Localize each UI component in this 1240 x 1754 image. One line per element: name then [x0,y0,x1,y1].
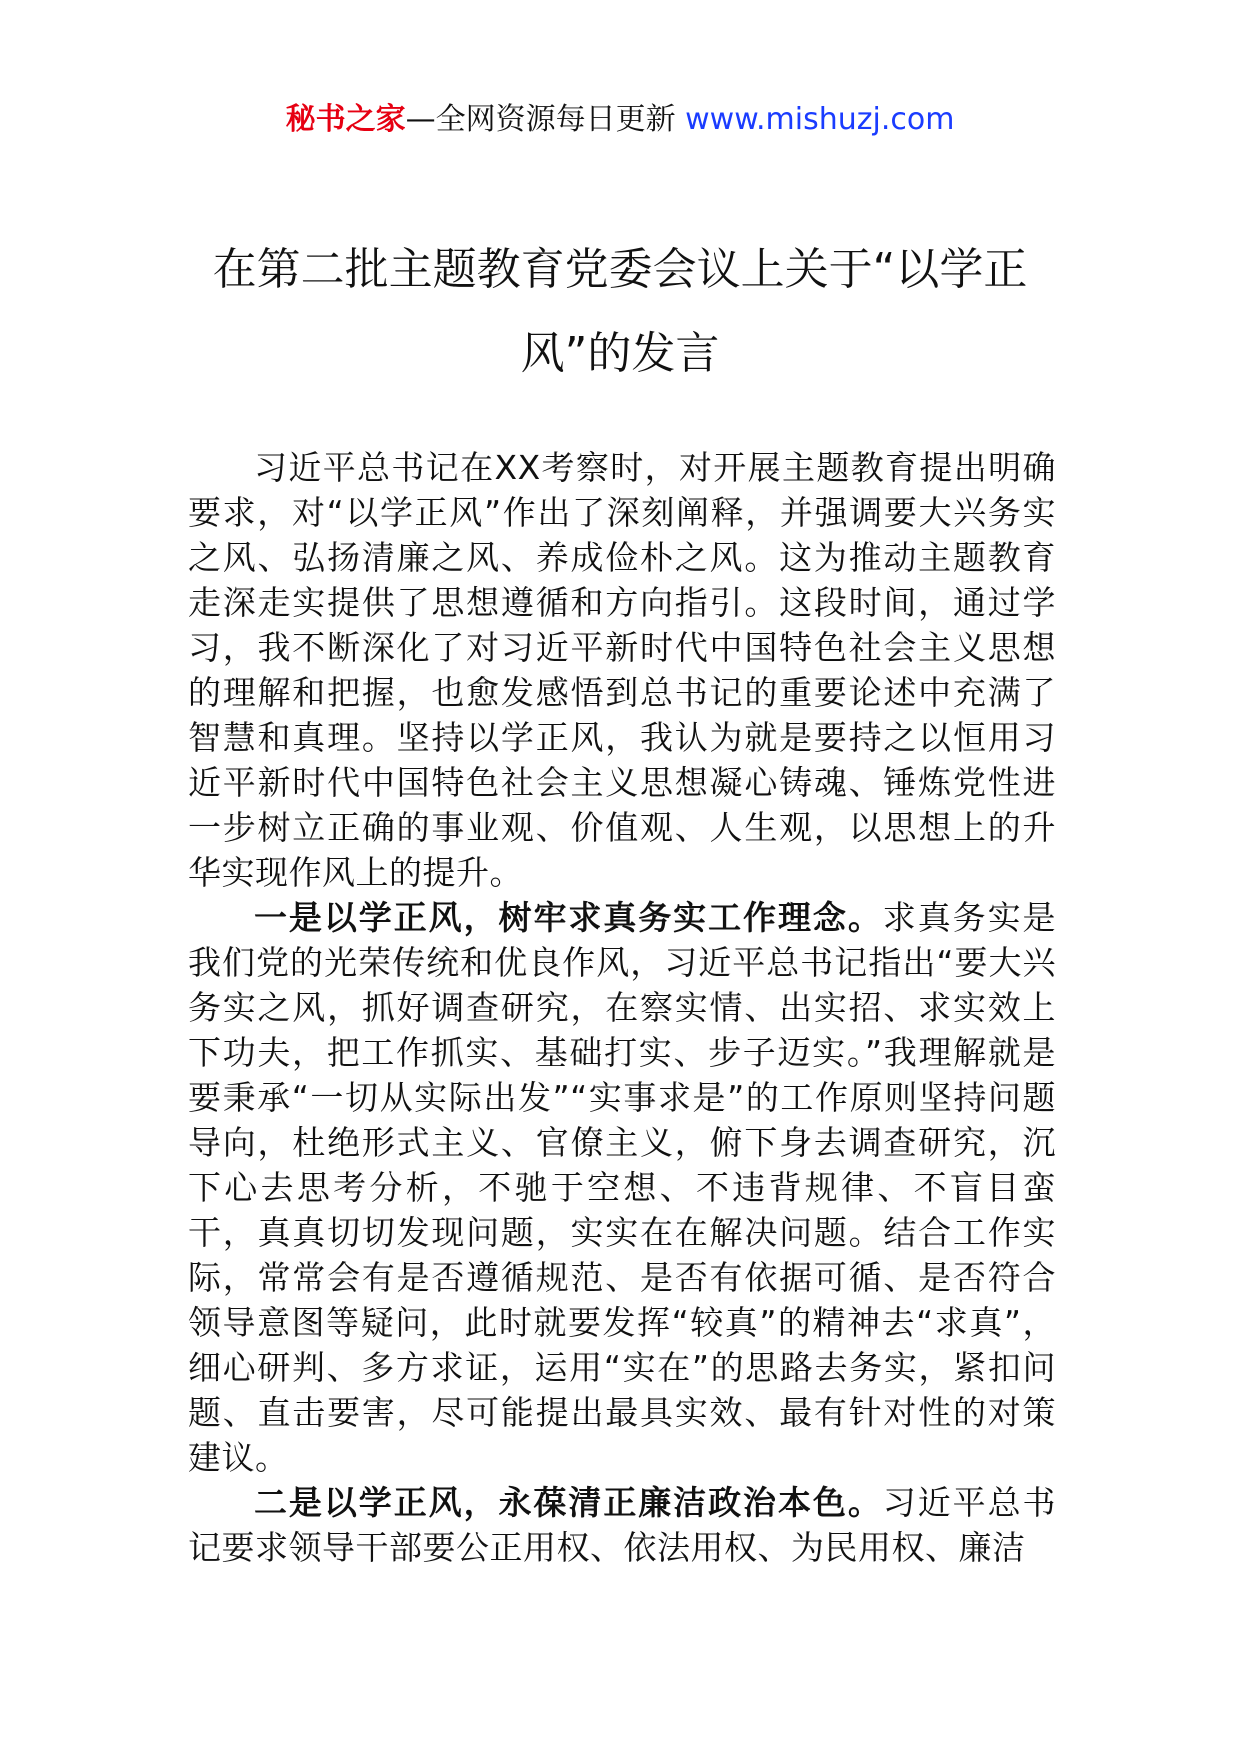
paragraph-lead: 二是以学正风，永葆清正廉洁政治本色。 [254,1483,883,1522]
document-title: 在第二批主题教育党委会议上关于“以学正风”的发言 [212,244,1028,379]
paragraph-text: 求真务实是我们党的光荣传统和优良作风，习近平总书记指出“要大兴务实之风，抓好调查研究，在察实情、出实招、求实效上下功夫，把工作抓实、基础打实、步子迈实。”我理解就是要秉承“一切从实际出发”“实事求是”的工作原则坚持问题导向，杜绝形式主义、官僚主义，俯下身去调查研究，沉下心去思考分析，不驰于空想、不违背规律、不盲目蛮干，真真切切发现问题，实实在在解决问题。结合工作实际，常常会有是否遵循规范、是否有依据可循、是否符合领导意图等疑问，此时就要发挥“较真”的精神去“求真”，细心研判、多方求证，运用“实在”的思路去务实，紧扣问题、直击要害，尽可能提出最具实效、最有针对性的对策建议。 [188,898,1057,1477]
site-url-link[interactable]: www.mishuzj.com [685,102,955,137]
header-banner [0,100,1240,140]
paragraph-text: 习近平总书记在XX考察时，对开展主题教育提出明确要求，对“以学正风”作出了深刻阐释，并强调要大兴务实之风、弘扬清廉之风、养成俭朴之风。这为推动主题教育走深走实提供了思想遵循和方向指引。这段时间，通过学习，我不断深化了对习近平新时代中国特色社会主义思想的理解和把握，也愈发感悟到总书记的重要论述中充满了智慧和真理。坚持以学正风，我认为就是要持之以恒用习近平新时代中国特色社会主义思想凝心铸魂、锤炼党性进一步树立正确的事业观、价值观、人生观，以思想上的升华实现作风上的提升。 [188,448,1056,892]
paragraph-point-two [188,1480,1056,1570]
header-slogan: —全网资源每日更新 [405,102,676,137]
paragraph-point-one [188,895,1056,1480]
document-body [188,445,1056,1570]
paragraph-lead: 一是以学正风，树牢求真务实工作理念。 [254,898,883,937]
brand-name: 秘书之家 [285,102,406,137]
paragraph-text: 习近平总书记要求领导干部要公正用权、依法用权、为民用权、廉洁 [188,1483,1057,1567]
paragraph-intro [188,445,1056,895]
